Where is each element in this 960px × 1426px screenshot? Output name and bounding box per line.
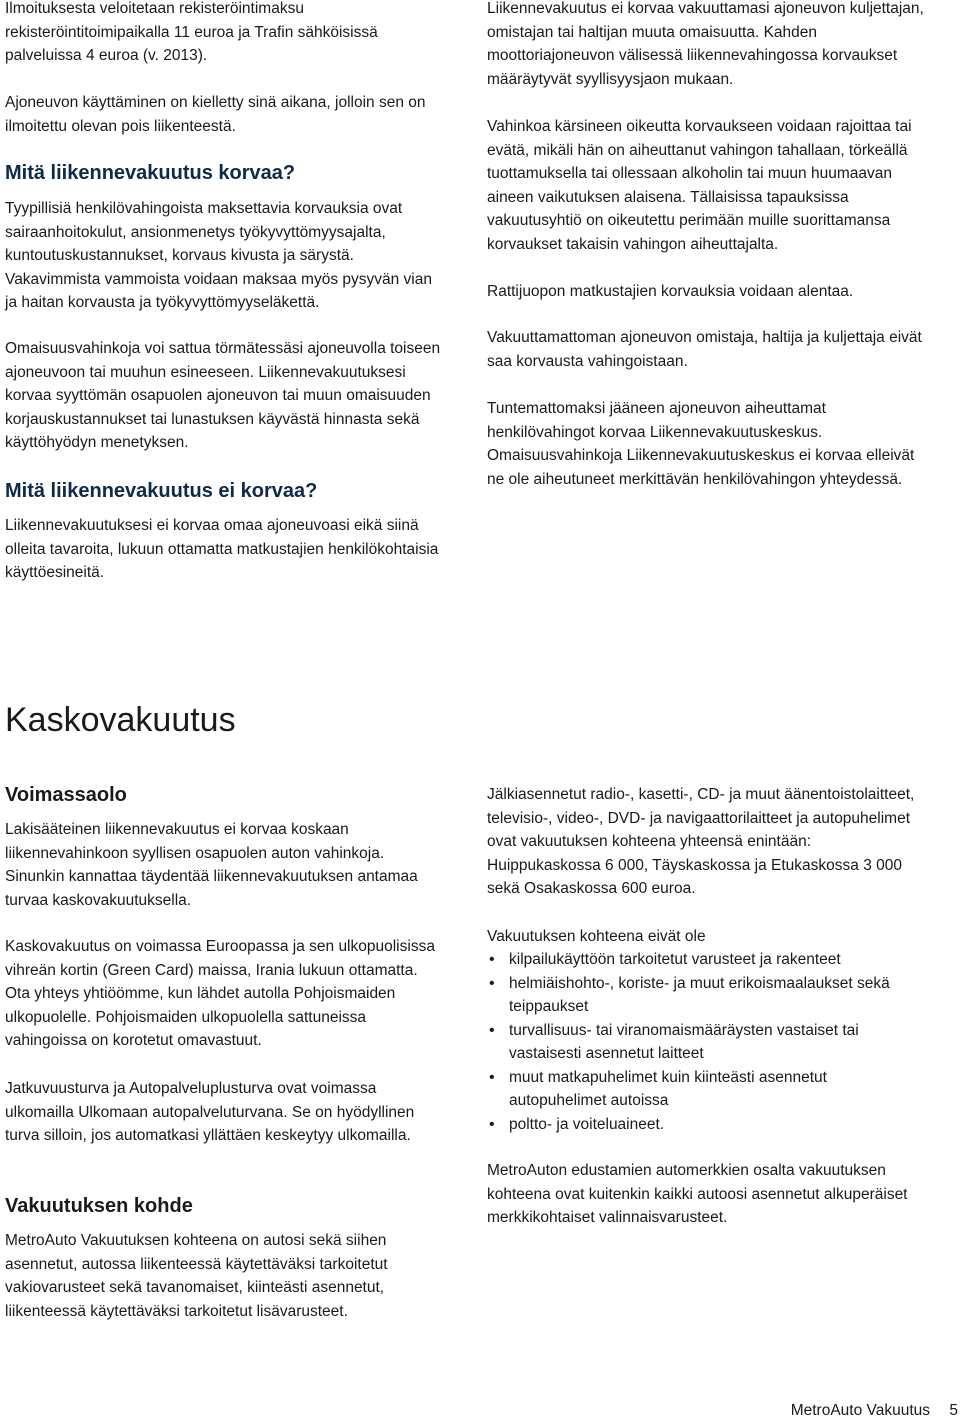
exclusions-intro: Vakuutuksen kohteena eivät ole [487,928,706,945]
list-item: • kilpailukäyttöön tarkoitetut varusteet ja rakenteet [487,948,917,972]
heading-insurance-object: Vakuutuksen kohde [5,1195,193,1217]
heading-validity: Voimassaolo [5,784,127,806]
bottom-right-column [487,780,917,1240]
own-vehicle-paragraph: Liikennevakuutuksesi ei korvaa omaa ajoneuvoasi eikä siinä olleita tavaroita, lukuun ottamatta matkustajien henkilökohtaisia käyttöesineitä. [5,517,439,581]
drunk-driver-paragraph: Rattijuopon matkustajien korvauksia voidaan alentaa. [487,283,854,300]
page-footer [660,1396,960,1426]
page-number: 5 [949,1402,958,1419]
driver-property-paragraph: Liikennevakuutus ei korvaa vakuuttamasi ajoneuvon kuljettajan, omistajan tai haltijan muuta omaisuutta. Kahden moottoriajoneuvon välisessä liikennevahingossa korvaukset määräytyvät syyllisyysjaon mukaan. [487,0,924,88]
heading-what-covered: Mitä liikennevakuutus korvaa? [5,162,296,184]
insurance-object-paragraph: MetroAuto Vakuutuksen kohteena on autosi sekä siihen asennetut, autossa liikenteessä käytettäväksi tarkoitetut vakiovarusteet sekä tavanomaiset, kiinteästi asennetut, liikenteessä käytettäväksi tarkoitetut lisävarusteet. [5,1232,388,1320]
personal-injury-paragraph: Tyypillisiä henkilövahingoista maksettavia korvauksia ovat sairaanhoitokulut, ansionmenetys työkyvyttömyysajalta, kuntoutuskustannukset, korvaus kivusta ja särystä. Vakavimmista vammoista voidaan maksaa myös pysyvän vian ja haitan korvausta ja työkyvyttömyyseläkettä. [5,200,432,311]
aftermarket-equipment-paragraph: Jälkiasennetut radio-, kasetti-, CD- ja muut äänentoistolaitteet, televisio-, video-, DVD- ja navigaattorilaitteet ja autopuhelimet ovat vakuutuksen kohteena yhteensä enintään: Huippukaskossa 6 000, Täyskaskossa ja Etukaskossa 3 000 sekä Osakaskossa 600 euroa. [487,786,915,897]
footer-title: MetroAuto Vakuutus [790,1402,930,1419]
top-right-column [487,0,932,500]
validity-paragraph-1: Lakisääteinen liikennevakuutus ei korvaa koskaan liikennevahinkoon syyllisen osapuolen auton vahinkoja. Sinunkin kannattaa täydentää liikennevakuutuksen antamaa turvaa kaskovakuutuksella. [5,821,418,909]
list-item: • helmiäishohto-, koriste- ja muut erikoismaalaukset sekä teippaukset [487,972,917,1019]
original-options-paragraph: MetroAuton edustamien automerkkien osalta vakuutuksen kohteena ovat kuitenkin kaikki autoosi asennetut alkuperäiset merkkikohtaiset valinnaisvarusteet. [487,1162,908,1226]
bottom-left-column [5,780,445,1340]
vehicle-use-paragraph: Ajoneuvon käyttäminen on kielletty sinä aikana, jolloin sen on ilmoitettu olevan pois liikenteestä. [5,94,426,135]
list-item: • muut matkapuhelimet kuin kiinteästi asennetut autopuhelimet autoissa [487,1066,917,1113]
list-item: • turvallisuus- tai viranomaismääräysten vastaiset tai vastaisesti asennetut laitteet [487,1019,917,1066]
property-damage-paragraph: Omaisuusvahinkoja voi sattua törmätessäsi ajoneuvolla toiseen ajoneuvoon tai muuhun esineeseen. Liikennevakuutuksesi korvaa syyttömän osapuolen ajoneuvon tai muun omaisuuden korjauskustannukset tai lunastuksen käyvästä hinnasta sekä käyttöhyödyn menetyksen. [5,340,441,451]
heading-what-not-covered: Mitä liikennevakuutus ei korvaa? [5,480,318,502]
top-left-column [5,0,445,590]
section-title-kaskovakuutus: Kaskovakuutus [5,701,236,739]
list-item: • poltto- ja voiteluaineet. [487,1113,917,1137]
exclusions-list [487,948,917,1136]
compensation-limit-paragraph: Vahinkoa kärsineen oikeutta korvaukseen voidaan rajoittaa tai evätä, mikäli hän on aiheuttanut vahingon tahallaan, törkeällä tuottamuksella tai ollessaan alkoholin tai muun huumaavan aineen vaikutuksen alaisena. Tällaisissa tapauksissa vakuutusyhtiö on oikeutettu perimään muille suorittamansa korvaukset takaisin vahingon aiheuttajalta. [487,118,912,253]
validity-paragraph-3: Jatkuvuusturva ja Autopalveluplusturva ovat voimassa ulkomailla Ulkomaan autopalveluturvana. Se on hyödyllinen turva silloin, jos automatkasi yllättäen keskeytyy ulkomailla. [5,1080,415,1144]
validity-paragraph-2: Kaskovakuutus on voimassa Euroopassa ja sen ulkopuolisissa vihreän kortin (Green Card) maissa, Irania lukuun ottamatta. Ota yhteys yhtiöömme, kun lähdet autolla Pohjoismaiden ulkopuolelle. Pohjoismaiden ulkopuolella sattuneissa vahingoissa on korotetut omavastuut. [5,938,435,1049]
uninsured-vehicle-paragraph: Vakuuttamattoman ajoneuvon omistaja, haltija ja kuljettaja eivät saa korvausta vahingoistaan. [487,329,922,370]
registration-fee-paragraph: Ilmoituksesta veloitetaan rekisteröintimaksu rekisteröintitoimipaikalla 11 euroa ja Trafin sähköisissä palveluissa 4 euroa (v. 2013). [5,0,378,64]
unknown-vehicle-paragraph: Tuntemattomaksi jääneen ajoneuvon aiheuttamat henkilövahingot korvaa Liikennevakuutuskeskus. Omaisuusvahinkoja Liikennevakuutuskeskus ei korvaa elleivät ne ole aiheutuneet merkittävän henkilövahingon yhteydessä. [487,400,915,488]
